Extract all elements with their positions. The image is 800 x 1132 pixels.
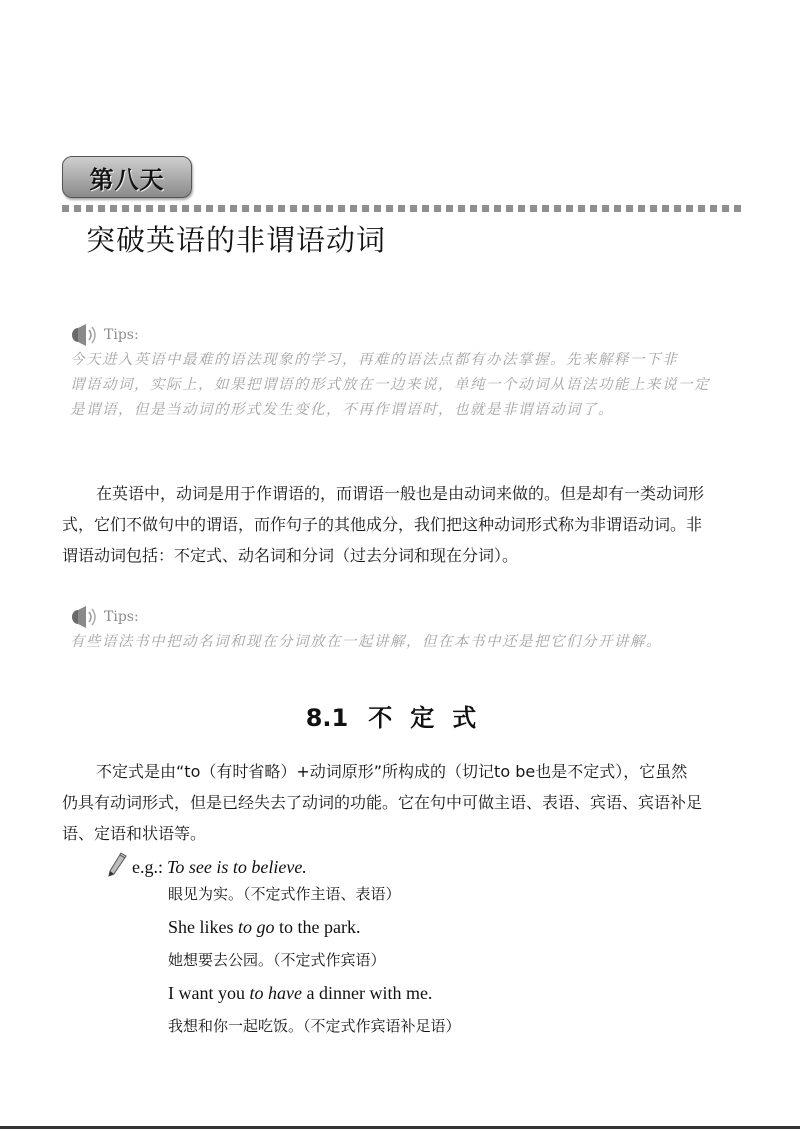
tips-line: 有些语法书中把动名词和现在分词放在一起讲解，但在本书中还是把它们分开讲解。 [70, 634, 662, 650]
paragraph-line: 谓语动词包括：不定式、动名词和分词（过去分词和现在分词）。 [62, 546, 519, 565]
tips-box-2 [70, 604, 750, 655]
example-2-chinese: 她想要去公园。（不定式作宾语） [168, 951, 386, 969]
definition-paragraph [62, 756, 742, 849]
day-label: 第八天 [89, 165, 165, 194]
example-label: e.g.: [132, 857, 163, 877]
examples-block [106, 852, 746, 1043]
tips-label: Tips: [104, 327, 139, 343]
example-1-chinese: 眼见为实。（不定式作主语、表语） [168, 885, 401, 903]
section-number: 8.1 [305, 704, 349, 732]
section-title: 不定式 [368, 704, 495, 732]
example-3-english: I want you to have a dinner with me. [168, 983, 433, 1003]
pen-icon [106, 852, 128, 878]
example-2-english: She likes to go to the park. [168, 917, 361, 937]
example-3-chinese: 我想和你一起吃饭。（不定式作宾语补足语） [168, 1017, 461, 1035]
page-bottom-rule [0, 1126, 800, 1129]
tips-line: 是谓语，但是当动词的形式发生变化，不再作谓语时，也就是非谓语动词了。 [70, 402, 614, 418]
paragraph-line: 不定式是由“to（有时省略）+动词原形”所构成的（切记to be也是不定式），它虽然 [96, 762, 688, 781]
tips-box-1 [70, 322, 750, 423]
paragraph-line: 仍具有动词形式，但是已经失去了动词的功能。它在句中可做主语、表语、宾语、宾语补足 [62, 793, 703, 812]
chapter-title: 突破英语的非谓语动词 [86, 223, 387, 257]
paragraph-line: 在英语中，动词是用于作谓语的，而谓语一般也是由动词来做的。但是却有一类动词形 [96, 484, 705, 503]
speaker-icon [70, 605, 100, 629]
tips-label: Tips: [104, 609, 139, 625]
day-badge [62, 156, 192, 198]
tips-text [70, 348, 750, 423]
tips-line: 今天进入英语中最难的语法现象的学习，再难的语法点都有办法掌握。先来解释一下非 [70, 352, 678, 368]
intro-paragraph [62, 478, 742, 571]
tips-line: 谓语动词，实际上，如果把谓语的形式放在一边来说，单纯一个动词从语法功能上来说一定 [70, 377, 710, 393]
tips-text [70, 630, 750, 655]
dotted-divider [62, 205, 742, 212]
paragraph-line: 语、定语和状语等。 [62, 824, 207, 843]
section-heading [0, 698, 800, 733]
paragraph-line: 式，它们不做句中的谓语，而作句子的其他成分，我们把这种动词形式称为非谓语动词。非 [62, 515, 703, 534]
example-1-english: To see is to believe. [167, 857, 307, 877]
speaker-icon [70, 323, 100, 347]
